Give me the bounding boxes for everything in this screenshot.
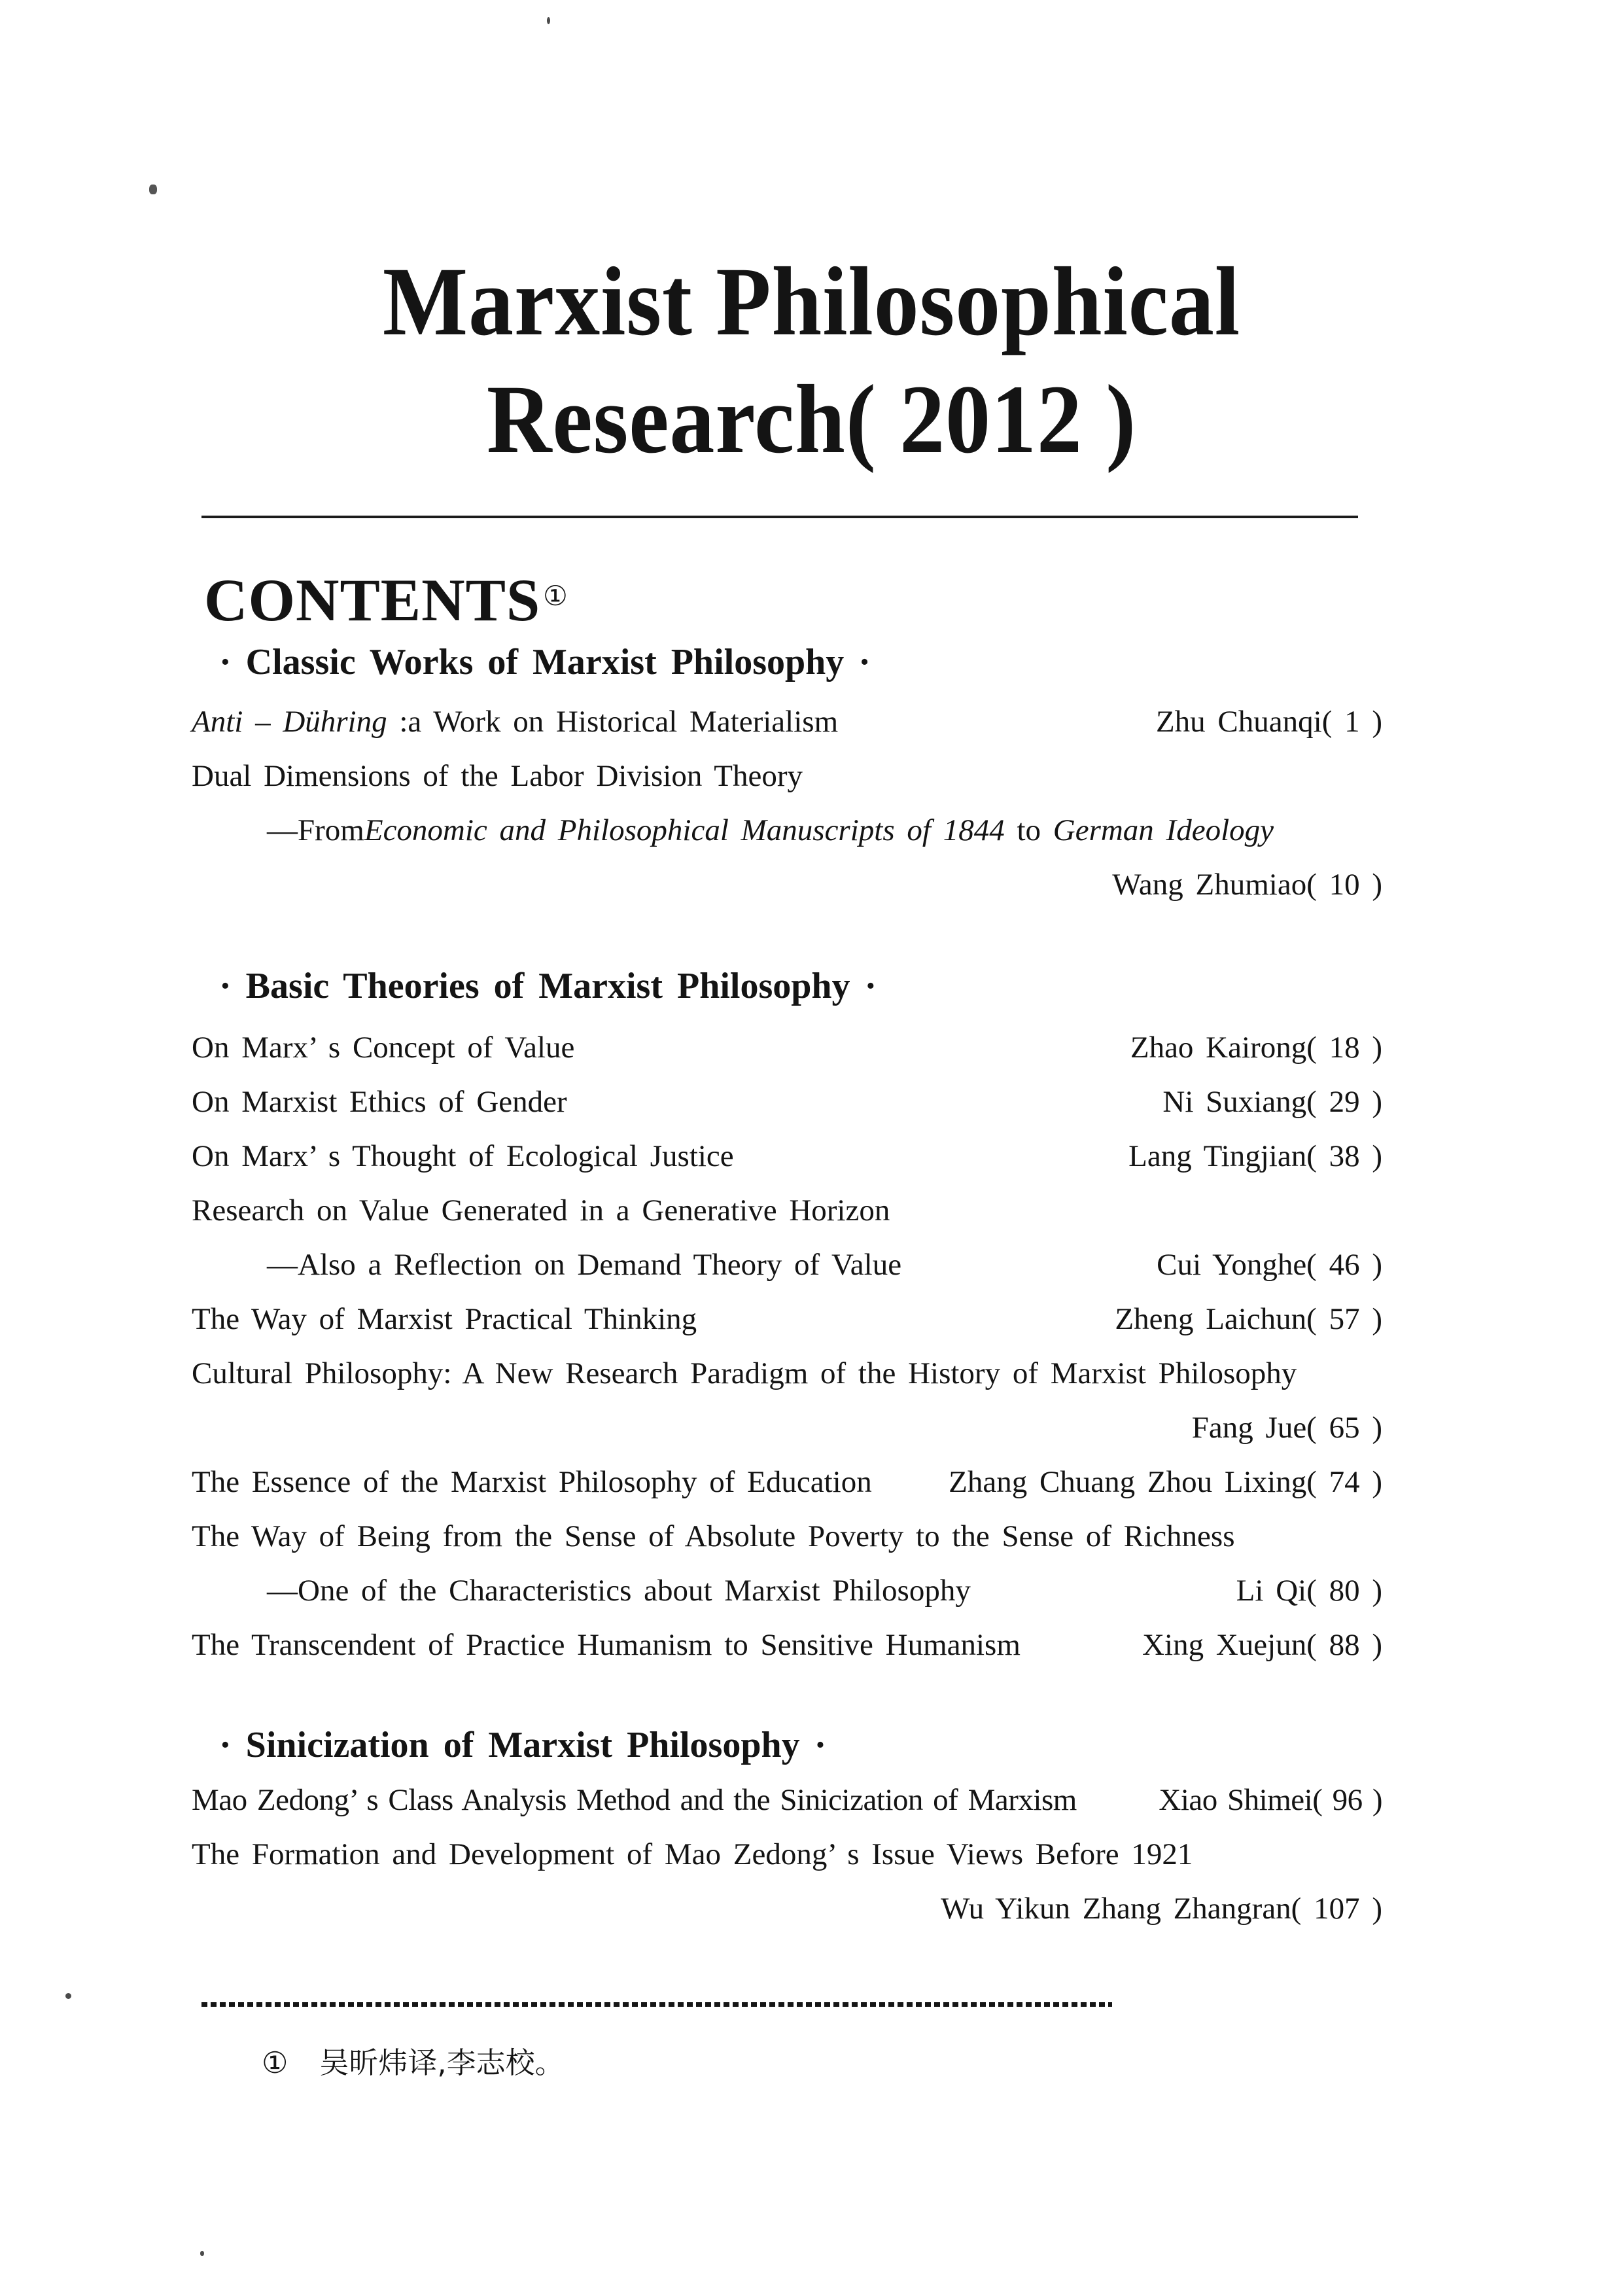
section-header-classic-works: · Classic Works of Marxist Philosophy · — [219, 642, 871, 682]
toc-entry — [192, 1083, 1382, 1122]
toc-entry-title: The Way of Marxist Practical Thinking — [192, 1302, 697, 1336]
toc-entry-subtitle-text: —Also a Reflection on Demand Theory of Value — [267, 1248, 902, 1282]
toc-entry-author: Zhu Chuanqi( 1 ) — [1155, 705, 1382, 739]
toc-entry — [192, 1029, 1382, 1067]
section-header-sinicization: · Sinicization of Marxist Philosophy · — [219, 1725, 827, 1765]
scan-artifact — [149, 185, 157, 194]
toc-entry — [192, 1626, 1382, 1665]
toc-entry-author: Fang Jue( 65 ) — [1191, 1411, 1382, 1445]
toc-entry-author-line — [192, 1409, 1382, 1447]
toc-entry-title: The Transcendent of Practice Humanism to Sensitive Humanism — [192, 1628, 1021, 1662]
title-underline-rule — [201, 516, 1358, 518]
toc-entry — [192, 1354, 1382, 1393]
toc-entry-subtitle-text: —One of the Characteristics about Marxist Philosophy — [267, 1574, 971, 1608]
toc-entry-author: Xing Xuejun( 88 ) — [1142, 1628, 1382, 1662]
toc-entry-subtitle — [192, 1246, 1382, 1284]
toc-entry — [192, 1463, 1382, 1502]
footnote-marker: ① — [262, 2045, 288, 2080]
toc-entry-author-line — [192, 866, 1382, 904]
toc-entry-title: On Marx’ s Concept of Value — [192, 1031, 575, 1065]
footnote-text: 吴昕炜译,李志校。 — [319, 2045, 565, 2080]
toc-entry-subtitle-text — [192, 811, 1274, 850]
toc-entry-title: Cultural Philosophy: A New Research Paradigm of the History of Marxist Philosophy — [192, 1356, 1297, 1390]
toc-entry — [192, 703, 1382, 741]
toc-entry — [192, 1517, 1382, 1556]
toc-entry-title — [192, 703, 838, 741]
subtitle-dash-run: —From — [267, 813, 364, 847]
toc-entry-title: Research on Value Generated in a Generative Horizon — [192, 1193, 890, 1227]
toc-entry — [192, 1192, 1382, 1230]
toc-entry-author: Li Qi( 80 ) — [1236, 1574, 1382, 1608]
toc-entry-author: Zheng Laichun( 57 ) — [1115, 1302, 1382, 1336]
toc-entry-title: The Formation and Development of Mao Zedong’ s Issue Views Before 1921 — [192, 1837, 1193, 1871]
contents-footnote-marker: ① — [543, 579, 568, 612]
toc-entry-title: On Marx’ s Thought of Ecological Justice — [192, 1139, 734, 1173]
toc-entry-title-italic: Anti – Dühring — [192, 705, 387, 739]
toc-entry-author: Wang Zhumiao( 10 ) — [1112, 868, 1382, 902]
scan-artifact — [65, 1993, 71, 1999]
footnote-separator-rule — [201, 2002, 1112, 2007]
toc-entry-author: Zhao Kairong( 18 ) — [1130, 1031, 1382, 1065]
contents-heading — [204, 567, 568, 633]
toc-entry-title: The Way of Being from the Sense of Absolute Poverty to the Sense of Richness — [192, 1519, 1235, 1553]
toc-entry-title: On Marxist Ethics of Gender — [192, 1085, 567, 1119]
subtitle-italic-run-1: Economic and Philosophical Manuscripts of 1844 — [364, 813, 1005, 847]
toc-entry-title-rest: :a Work on Historical Materialism — [387, 705, 839, 739]
toc-entry-subtitle — [192, 811, 1382, 850]
subtitle-mid-run: to — [1004, 813, 1053, 847]
toc-entry — [192, 1835, 1382, 1874]
contents-heading-text: CONTENTS — [204, 567, 541, 633]
section-header-basic-theories: · Basic Theories of Marxist Philosophy · — [219, 966, 877, 1006]
toc-entry-author: Zhang Chuang Zhou Lixing( 74 ) — [949, 1465, 1382, 1499]
toc-entry-subtitle — [192, 1572, 1382, 1610]
toc-entry-title: Dual Dimensions of the Labor Division Theory — [192, 759, 803, 793]
toc-entry-author: Wu Yikun Zhang Zhangran( 107 ) — [941, 1892, 1382, 1926]
toc-entry — [192, 1781, 1382, 1820]
scan-artifact — [547, 17, 550, 24]
toc-entry-author: Cui Yonghe( 46 ) — [1157, 1248, 1382, 1282]
toc-entry — [192, 1300, 1382, 1339]
toc-entry-author: Lang Tingjian( 38 ) — [1128, 1139, 1382, 1173]
toc-entry-author: Ni Suxiang( 29 ) — [1162, 1085, 1382, 1119]
subtitle-italic-run-2: German Ideology — [1053, 813, 1274, 847]
toc-entry-title: Mao Zedong’ s Class Analysis Method and the Sinicization of Marxism — [192, 1783, 1077, 1817]
toc-entry — [192, 1137, 1382, 1176]
toc-entry-title: The Essence of the Marxist Philosophy of Education — [192, 1465, 872, 1499]
scan-artifact — [200, 2251, 204, 2256]
toc-entry-author: Xiao Shimei( 96 ) — [1159, 1783, 1382, 1817]
toc-entry — [192, 757, 1382, 796]
toc-entry-author-line — [192, 1890, 1382, 1928]
book-title-line1: Marxist Philosophical — [382, 247, 1241, 356]
footnote — [262, 2044, 565, 2083]
book-title-line2: Research( 2012 ) — [486, 365, 1137, 474]
